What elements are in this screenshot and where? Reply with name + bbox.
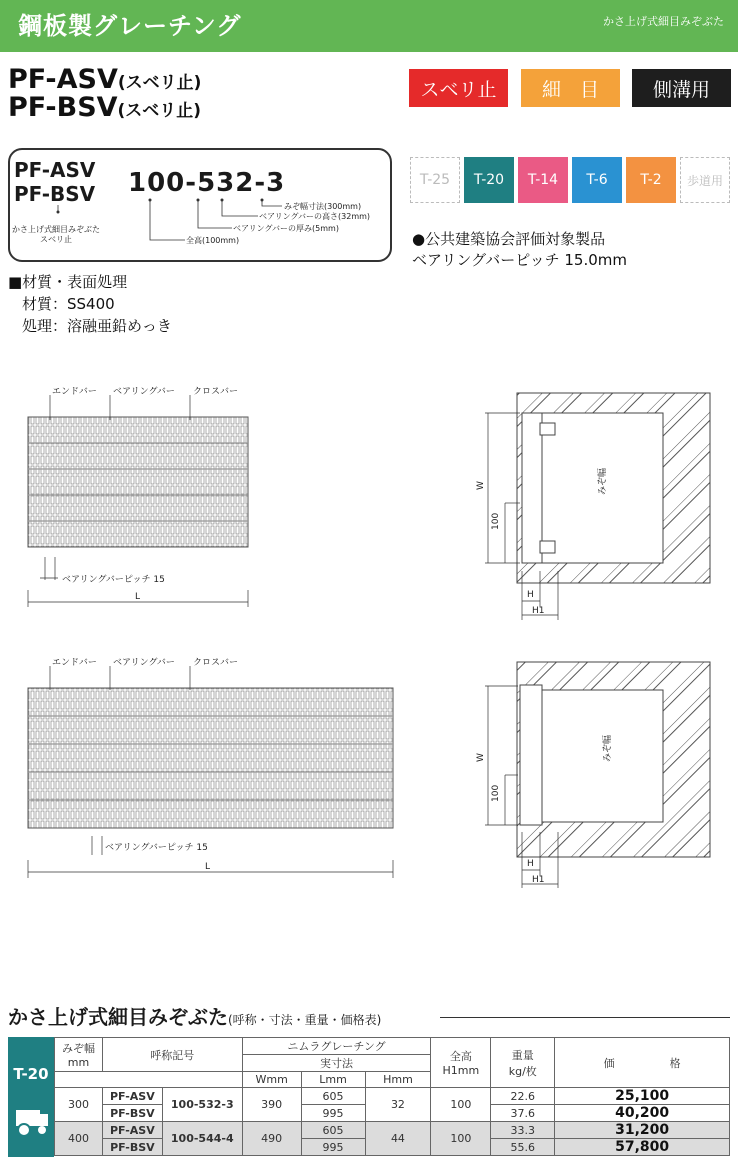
label-pitch-2: ベアリングバーピッチ 15 — [105, 843, 208, 853]
cell-code: 100-532-3 — [162, 1088, 242, 1122]
load-class-t14: T-14 — [518, 157, 568, 203]
code-note-1: かさ上げ式細目みぞぶた — [12, 225, 100, 234]
page-title: 鋼板製グレーチング — [18, 12, 242, 40]
page-subtitle: かさ上げ式細目みぞぶた — [603, 15, 724, 28]
material-heading: ■材質・表面処理 — [8, 273, 128, 291]
label-100: 100 — [491, 512, 501, 530]
annotation-bar-thickness: ベアリングバーの厚み(5mm) — [233, 224, 339, 233]
label-bearing-bar-2: ベアリングバー — [113, 658, 175, 668]
model-title-1: PF-ASV(スベリ止) — [8, 64, 202, 95]
cell-l: 995 — [301, 1139, 365, 1156]
cell-w: 390 — [242, 1088, 301, 1122]
header-actual: 実寸法 — [242, 1055, 431, 1072]
cell-width: 400 — [55, 1122, 103, 1156]
label-end-bar: エンドバー — [52, 387, 97, 397]
header-width: みぞ幅 mm — [55, 1038, 103, 1072]
truck-icon — [10, 1102, 56, 1142]
load-class-t20: T-20 — [464, 157, 514, 203]
cell-model: PF-BSV — [102, 1105, 162, 1122]
label-cross-bar-2: クロスバー — [193, 658, 239, 668]
cell-l: 995 — [301, 1105, 365, 1122]
header-l: Lmm — [301, 1072, 365, 1088]
label-cross-bar: クロスバー — [193, 387, 239, 397]
treatment-spec: 処理：溶融亜鉛めっき — [22, 317, 172, 335]
cell-weight: 55.6 — [491, 1139, 555, 1156]
cell-price: 25,100 — [555, 1088, 730, 1105]
label-groove-width: みぞ幅 — [598, 467, 608, 495]
cell-l: 605 — [301, 1088, 365, 1105]
cell-model: PF-ASV — [102, 1088, 162, 1105]
code-annotation-lines — [0, 0, 738, 300]
label-length: L — [135, 592, 141, 602]
cert-line-2: ベアリングバーピッチ 15.0mm — [412, 251, 627, 269]
header-weight: 重量 kg/枚 — [491, 1038, 555, 1088]
label-w: W — [476, 481, 486, 490]
label-end-bar-2: エンドバー — [52, 658, 97, 668]
cert-line-1: ●公共建築協会評価対象製品 — [412, 230, 606, 248]
code-example: 100-532-3 — [128, 168, 286, 198]
header-w: Wmm — [242, 1072, 301, 1088]
model-title-2: PF-BSV(スベリ止) — [8, 92, 202, 123]
label-100-2: 100 — [491, 784, 501, 802]
header-code: 呼称記号 — [102, 1038, 242, 1072]
cell-price: 40,200 — [555, 1105, 730, 1122]
label-groove-width-2: みぞ幅 — [603, 734, 613, 762]
tag-anti-slip: スベリ止 — [409, 69, 508, 107]
header-total-height: 全高 H1mm — [431, 1038, 491, 1088]
label-h-2: H — [527, 859, 534, 869]
annotation-total-height: 全高(100mm) — [186, 236, 240, 245]
section-title: かさ上げ式細目みぞぶた(呼称・寸法・重量・価格表) — [8, 1005, 382, 1029]
label-bearing-bar: ベアリングバー — [113, 387, 175, 397]
cell-price: 57,800 — [555, 1139, 730, 1156]
cell-h1: 100 — [431, 1088, 491, 1122]
table-row — [55, 1088, 730, 1105]
label-w-2: W — [476, 753, 486, 762]
table-row — [55, 1122, 730, 1139]
cell-weight: 33.3 — [491, 1122, 555, 1139]
label-h: H — [527, 590, 534, 600]
load-class-t2: T-2 — [626, 157, 676, 203]
cell-width: 300 — [55, 1088, 103, 1122]
plan-drawing-1 — [0, 375, 738, 630]
label-length-2: L — [205, 862, 211, 872]
annotation-groove-width: みぞ幅寸法(300mm) — [284, 202, 362, 211]
cell-h1: 100 — [431, 1122, 491, 1156]
header-h: Hmm — [365, 1072, 431, 1088]
cell-w: 490 — [242, 1122, 301, 1156]
load-class-sidewalk: 歩道用 — [680, 157, 730, 203]
label-h1-2: H1 — [532, 875, 545, 885]
header-price: 価 格 — [555, 1038, 730, 1088]
cell-model: PF-ASV — [102, 1122, 162, 1139]
price-table — [54, 1037, 730, 1156]
cell-code: 100-544-4 — [162, 1122, 242, 1156]
cell-h: 32 — [365, 1088, 431, 1122]
header-blank — [55, 1072, 243, 1088]
tag-fine-mesh: 細 目 — [521, 69, 620, 107]
annotation-bar-height: ベアリングバーの高さ(32mm) — [259, 212, 371, 221]
cell-price: 31,200 — [555, 1122, 730, 1139]
load-class-t6: T-6 — [572, 157, 622, 203]
load-class-t25: T-25 — [410, 157, 460, 203]
tag-side-ditch: 側溝用 — [632, 69, 731, 107]
plan-drawing-2 — [0, 650, 738, 890]
code-box-models: PF-ASV PF-BSV — [14, 158, 96, 206]
cell-weight: 22.6 — [491, 1088, 555, 1105]
code-note-2: スベリ止 — [40, 235, 72, 244]
cell-l: 605 — [301, 1122, 365, 1139]
header-grating: ニムラグレーチング — [242, 1038, 431, 1055]
cell-h: 44 — [365, 1122, 431, 1156]
cell-weight: 37.6 — [491, 1105, 555, 1122]
label-pitch: ベアリングバーピッチ 15 — [62, 575, 165, 585]
label-h1: H1 — [532, 606, 545, 616]
section-title-rule — [440, 1017, 730, 1018]
material-spec: 材質：SS400 — [22, 295, 115, 313]
table-side-label: T-20 — [8, 1037, 54, 1157]
cell-model: PF-BSV — [102, 1139, 162, 1156]
